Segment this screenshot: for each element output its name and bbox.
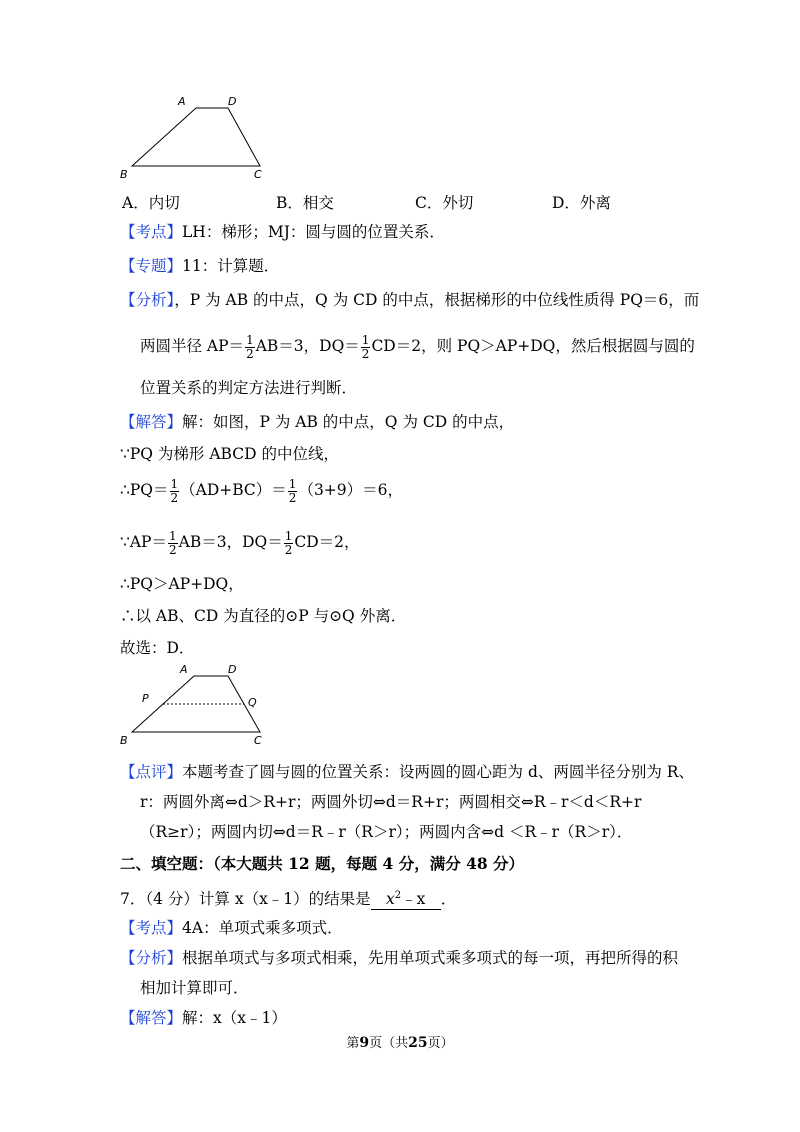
trapezoid-figure-1 (118, 92, 278, 184)
jieda-line-6: ∴以 AB、CD 为直径的⊙P 与⊙Q 外离． (120, 607, 407, 625)
fig1-label-D: D (228, 95, 237, 108)
option-d: D．外离 (552, 194, 611, 212)
kaodian2-tag: 【考点】 (120, 919, 183, 937)
fenxi-tag: 【分析】 (120, 291, 175, 309)
fraction-half: $\frac{1}{2}$ (284, 528, 293, 557)
kaodian2-text: 4A：单项式乘多项式． (182, 919, 343, 937)
option-c: C．外切 (415, 194, 474, 212)
question-7-answer (371, 886, 441, 910)
section-heading: 二、填空题：（本大题共 12 题，每题 4 分，满分 48 分） (120, 854, 525, 873)
fig1-label-C: C (254, 168, 262, 181)
kaodian-text: LH：梯形；MJ：圆与圆的位置关系． (182, 223, 445, 241)
fenxi-line-2 (140, 332, 695, 361)
jieda-line-4 (120, 528, 360, 557)
footer-post: 页） (427, 1036, 454, 1051)
dianping-line-3: （R≥r）；两圆内切⇔d＝R﹣r（R＞r）；两圆内含⇔d ＜R﹣r（R＞r）． (140, 823, 633, 841)
jieda-text-4b: AB＝3，DQ＝ (178, 533, 283, 551)
question-7 (120, 886, 456, 910)
dianping-line-2: r：两圆外离⇔d＞R+r；两圆外切⇔d＝R+r；两圆相交⇔R﹣r＜d＜R+r (140, 793, 642, 811)
jieda-line-1 (120, 412, 514, 432)
question-7-end: ． (440, 890, 457, 909)
answer-sup: 2 (394, 890, 402, 901)
fraction-half: $\frac{1}{2}$ (169, 528, 177, 557)
fig2-label-Q: Q (248, 696, 257, 709)
fig2-label-B: B (120, 734, 128, 747)
jieda-text-3b: （AD+BC）＝ (180, 481, 287, 499)
fig1-label-B: B (120, 168, 128, 181)
fraction-half: $\frac{1}{2}$ (288, 476, 297, 505)
jieda-text-3c: （3+9）＝6， (298, 481, 404, 499)
fenxi-text-2b: AB＝3，DQ＝ (255, 337, 360, 355)
jieda-tag: 【解答】 (120, 413, 183, 431)
fenxi2-line-1 (120, 948, 678, 968)
zhuanti-tag: 【专题】 (120, 257, 183, 275)
fig1-label-A: A (178, 95, 186, 108)
page-footer (0, 1032, 800, 1051)
question-7-text: 7．（4 分）计算 x（x﹣1）的结果是 (120, 890, 371, 909)
footer-pre: 第 (346, 1036, 360, 1051)
answer-rest: ﹣x (401, 890, 426, 909)
dianping-line-1 (120, 762, 694, 782)
zhuanti-line (120, 256, 279, 276)
fraction-half: $\frac{1}{2}$ (170, 476, 179, 505)
trapezoid-figure-2 (118, 660, 278, 748)
fig2-label-C: C (254, 734, 262, 747)
fenxi2-line-2: 相加计算即可． (140, 979, 249, 997)
jieda-text-3a: ∴PQ＝ (120, 481, 169, 499)
jieda2-line (120, 1008, 287, 1028)
fraction-half: $\frac{1}{2}$ (246, 332, 254, 361)
dianping-text-1: 本题考查了圆与圆的位置关系：设两圆的圆心距为 d、两圆半径分别为 R、 (182, 763, 694, 781)
fenxi2-tag: 【分析】 (120, 949, 183, 967)
fenxi2-text-1: 根据单项式与多项式相乘，先用单项式乘多项式的每一项，再把所得的积 (182, 949, 679, 967)
kaodian2-line (120, 918, 343, 938)
dianping-tag: 【点评】 (120, 763, 183, 781)
fig2-label-P: P (142, 692, 149, 705)
answer-base: x (386, 890, 395, 909)
jieda-line-5: ∴PQ＞AP+DQ， (120, 575, 244, 593)
jieda2-text: 解：x（x﹣1） (182, 1009, 287, 1027)
jieda-text-1: 解：如图，P 为 AB 的中点，Q 为 CD 的中点， (182, 413, 515, 431)
fig2-label-A: A (180, 663, 188, 676)
kaodian-tag: 【考点】 (120, 223, 183, 241)
fenxi-text-2a: 两圆半径 AP＝ (140, 337, 245, 355)
jieda-text-4c: CD＝2， (294, 533, 360, 551)
jieda-text-4a: ∵AP＝ (120, 533, 167, 551)
footer-mid: 页（共 (369, 1036, 409, 1051)
jieda-line-2: ∵PQ 为梯形 ABCD 的中位线， (120, 445, 339, 463)
jieda-line-7: 故选：D． (120, 639, 195, 657)
footer-total-pages: 25 (408, 1035, 428, 1051)
fenxi-text-1: ，P 为 AB 的中点，Q 为 CD 的中点，根据梯形的中位线性质得 PQ＝6，而 (174, 291, 700, 309)
kaodian-line (120, 222, 445, 242)
fenxi-line-3: 位置关系的判定方法进行判断． (140, 379, 358, 397)
option-b: B．相交 (276, 194, 334, 212)
option-a: A．内切 (122, 194, 180, 212)
zhuanti-text: 11：计算题． (182, 257, 280, 275)
fig2-label-D: D (228, 663, 237, 676)
fenxi-text-2c: CD＝2，则 PQ＞AP+DQ，然后根据圆与圆的 (371, 337, 695, 355)
fraction-half: $\frac{1}{2}$ (361, 332, 370, 361)
jieda2-tag: 【解答】 (120, 1009, 183, 1027)
footer-page-number: 9 (359, 1035, 370, 1051)
fenxi-line-1 (120, 290, 699, 310)
jieda-line-3 (120, 476, 403, 505)
